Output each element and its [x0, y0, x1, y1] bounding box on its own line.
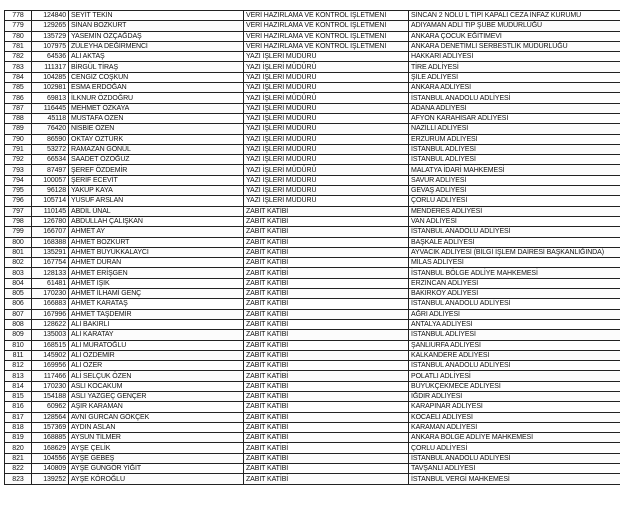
registry-number: 154188: [32, 391, 69, 401]
person-name: AHMET IŞIK: [69, 278, 244, 288]
person-name: YAKUP KAYA: [69, 186, 244, 196]
person-name: SAADET ÖZOĞUZ: [69, 155, 244, 165]
registry-number: 87497: [32, 165, 69, 175]
registry-number: 167754: [32, 258, 69, 268]
row-number: 791: [5, 144, 32, 154]
registry-number: 168388: [32, 237, 69, 247]
person-name: BİRGÜL TİRAŞ: [69, 62, 244, 72]
person-name: SEYİT TEKİN: [69, 11, 244, 21]
assigned-unit: KALKANDERE ADLİYESİ: [409, 350, 620, 360]
table-row: [5, 247, 620, 257]
row-number: 801: [5, 247, 32, 257]
person-name: AHMET BOZKURT: [69, 237, 244, 247]
job-title: ZABIT KATİBİ: [244, 433, 409, 443]
table-row: [5, 309, 620, 319]
row-number: 794: [5, 175, 32, 185]
person-name: AHMET TAŞDEMİR: [69, 309, 244, 319]
job-title: VERİ HAZIRLAMA VE KONTROL İŞLETMENİ: [244, 21, 409, 31]
job-title: ZABIT KATİBİ: [244, 309, 409, 319]
job-title: YAZI İŞLERİ MÜDÜRÜ: [244, 103, 409, 113]
assigned-unit: İSTANBUL ANADOLU ADLİYESİ: [409, 361, 620, 371]
row-number: 793: [5, 165, 32, 175]
table-row: [5, 196, 620, 206]
assigned-unit: AFYON KARAHİSAR ADLİYESİ: [409, 113, 620, 123]
table-row: [5, 350, 620, 360]
job-title: ZABIT KATİBİ: [244, 361, 409, 371]
assigned-unit: HAKKARİ ADLİYESİ: [409, 52, 620, 62]
assigned-unit: ADANA ADLİYESİ: [409, 103, 620, 113]
table-row: [5, 464, 620, 474]
row-number: 779: [5, 21, 32, 31]
person-name: ALİ MURATOĞLU: [69, 340, 244, 350]
table-row: [5, 206, 620, 216]
job-title: YAZI İŞLERİ MÜDÜRÜ: [244, 113, 409, 123]
table-row: [5, 340, 620, 350]
assigned-unit: BAŞKALE ADLİYESİ: [409, 237, 620, 247]
row-number: 807: [5, 309, 32, 319]
job-title: ZABIT KATİBİ: [244, 289, 409, 299]
row-number: 790: [5, 134, 32, 144]
assigned-unit: İSTANBUL ADLİYESİ: [409, 330, 620, 340]
job-title: YAZI İŞLERİ MÜDÜRÜ: [244, 134, 409, 144]
registry-number: 166883: [32, 299, 69, 309]
row-number: 787: [5, 103, 32, 113]
registry-number: 105714: [32, 196, 69, 206]
table-row: [5, 93, 620, 103]
assigned-unit: BAKIRKÖY ADLİYESİ: [409, 289, 620, 299]
registry-number: 170230: [32, 289, 69, 299]
table-row: [5, 299, 620, 309]
row-number: 812: [5, 361, 32, 371]
row-number: 813: [5, 371, 32, 381]
person-name: ALİ SELÇUK ÖZEN: [69, 371, 244, 381]
person-name: ALİ ÖZDEMİR: [69, 350, 244, 360]
job-title: VERİ HAZIRLAMA VE KONTROL İŞLETMENİ: [244, 11, 409, 21]
registry-number: 145902: [32, 350, 69, 360]
assigned-unit: KARAPINAR ADLİYESİ: [409, 402, 620, 412]
job-title: ZABIT KATİBİ: [244, 247, 409, 257]
row-number: 823: [5, 474, 32, 484]
registry-number: 69813: [32, 93, 69, 103]
registry-number: 169956: [32, 361, 69, 371]
row-number: 808: [5, 319, 32, 329]
row-number: 802: [5, 258, 32, 268]
assigned-unit: MALATYA İDARİ MAHKEMESİ: [409, 165, 620, 175]
person-name: AHMET AY: [69, 227, 244, 237]
person-name: AYŞE KÖROĞLU: [69, 474, 244, 484]
table-row: [5, 31, 620, 41]
assigned-unit: KOCAELİ ADLİYESİ: [409, 412, 620, 422]
table-row: [5, 124, 620, 134]
person-name: RAMAZAN GÖNÜL: [69, 144, 244, 154]
row-number: 819: [5, 433, 32, 443]
table-row: [5, 381, 620, 391]
registry-number: 110145: [32, 206, 69, 216]
table-row: [5, 258, 620, 268]
assigned-unit: VAN ADLİYESİ: [409, 216, 620, 226]
assigned-unit: İSTANBUL VERGİ MAHKEMESİ: [409, 474, 620, 484]
registry-number: 53272: [32, 144, 69, 154]
registry-number: 128564: [32, 412, 69, 422]
row-number: 806: [5, 299, 32, 309]
table-row: [5, 21, 620, 31]
job-title: ZABIT KATİBİ: [244, 319, 409, 329]
assigned-unit: ANKARA ADLİYESİ: [409, 83, 620, 93]
person-name: ALİ AKTAŞ: [69, 52, 244, 62]
assigned-unit: ŞANLIURFA ADLİYESİ: [409, 340, 620, 350]
person-name: ESMA ERDOĞAN: [69, 83, 244, 93]
row-number: 792: [5, 155, 32, 165]
row-number: 786: [5, 93, 32, 103]
assigned-unit: TAVŞANLI ADLİYESİ: [409, 464, 620, 474]
assigned-unit: MENDERES ADLİYESİ: [409, 206, 620, 216]
table-row: [5, 83, 620, 93]
registry-number: 157369: [32, 422, 69, 432]
assigned-unit: ÇORLU ADLİYESİ: [409, 196, 620, 206]
registry-number: 135003: [32, 330, 69, 340]
registry-number: 139252: [32, 474, 69, 484]
person-name: AYŞE GEBEŞ: [69, 453, 244, 463]
job-title: ZABIT KATİBİ: [244, 371, 409, 381]
table-row: [5, 330, 620, 340]
row-number: 816: [5, 402, 32, 412]
table-row: [5, 319, 620, 329]
row-number: 804: [5, 278, 32, 288]
registry-number: 104556: [32, 453, 69, 463]
row-number: 818: [5, 422, 32, 432]
person-name: YASEMİN ÖZÇAĞDAŞ: [69, 31, 244, 41]
job-title: VERİ HAZIRLAMA VE KONTROL İŞLETMENİ: [244, 41, 409, 51]
registry-number: 117466: [32, 371, 69, 381]
job-title: ZABIT KATİBİ: [244, 258, 409, 268]
registry-number: 107975: [32, 41, 69, 51]
row-number: 780: [5, 31, 32, 41]
job-title: ZABIT KATİBİ: [244, 402, 409, 412]
row-number: 799: [5, 227, 32, 237]
job-title: YAZI İŞLERİ MÜDÜRÜ: [244, 93, 409, 103]
person-name: AŞIR KARAMAN: [69, 402, 244, 412]
table-row: [5, 289, 620, 299]
assigned-unit: BÜYÜKÇEKMECE ADLİYESİ: [409, 381, 620, 391]
person-name: AHMET DURAN: [69, 258, 244, 268]
assigned-unit: İSTANBUL ADLİYESİ: [409, 144, 620, 154]
assigned-unit: ÇORLU ADLİYESİ: [409, 443, 620, 453]
job-title: ZABIT KATİBİ: [244, 227, 409, 237]
assigned-unit: ADIYAMAN ADLİ TIP ŞUBE MÜDÜRLÜĞÜ: [409, 21, 620, 31]
job-title: ZABIT KATİBİ: [244, 268, 409, 278]
registry-number: 167996: [32, 309, 69, 319]
person-name: ALİ KARATAY: [69, 330, 244, 340]
person-name: ŞERİF ECEVİT: [69, 175, 244, 185]
assigned-unit: KARAMAN ADLİYESİ: [409, 422, 620, 432]
person-name: MUSTAFA ÖZEN: [69, 113, 244, 123]
table-row: [5, 227, 620, 237]
job-title: ZABIT KATİBİ: [244, 422, 409, 432]
row-number: 795: [5, 186, 32, 196]
table-row: [5, 165, 620, 175]
registry-number: 168629: [32, 443, 69, 453]
row-number: 789: [5, 124, 32, 134]
person-name: ABDİL ÜNAL: [69, 206, 244, 216]
row-number: 817: [5, 412, 32, 422]
assigned-unit: AYVACIK ADLİYESİ (BİLGİ İŞLEM DAİRESİ BAŞKANLIĞINDA): [409, 247, 620, 257]
job-title: YAZI İŞLERİ MÜDÜRÜ: [244, 165, 409, 175]
registry-number: 111317: [32, 62, 69, 72]
job-title: ZABIT KATİBİ: [244, 216, 409, 226]
row-number: 783: [5, 62, 32, 72]
assigned-unit: İSTANBUL ANADOLU ADLİYESİ: [409, 93, 620, 103]
person-name: NİSBİE ÖZEN: [69, 124, 244, 134]
table-row: [5, 443, 620, 453]
person-name: AYŞE ÇELİK: [69, 443, 244, 453]
table-body: [5, 11, 620, 485]
registry-number: 124840: [32, 11, 69, 21]
registry-number: 102981: [32, 83, 69, 93]
table-row: [5, 474, 620, 484]
registry-number: 45118: [32, 113, 69, 123]
person-name: ASLI YAZGEÇ GENÇER: [69, 391, 244, 401]
registry-number: 128622: [32, 319, 69, 329]
assigned-unit: ANKARA ÇOCUK EĞİTİMEVİ: [409, 31, 620, 41]
table-row: [5, 237, 620, 247]
job-title: ZABIT KATİBİ: [244, 299, 409, 309]
registry-number: 135729: [32, 31, 69, 41]
row-number: 822: [5, 464, 32, 474]
row-number: 784: [5, 72, 32, 82]
job-title: ZABIT KATİBİ: [244, 340, 409, 350]
person-name: ASLI KOCAKUM: [69, 381, 244, 391]
job-title: VERİ HAZIRLAMA VE KONTROL İŞLETMENİ: [244, 31, 409, 41]
person-name: AHMET İLHAMİ GENÇ: [69, 289, 244, 299]
registry-number: 129265: [32, 21, 69, 31]
job-title: YAZI İŞLERİ MÜDÜRÜ: [244, 83, 409, 93]
assigned-unit: MİLAS ADLİYESİ: [409, 258, 620, 268]
job-title: ZABIT KATİBİ: [244, 206, 409, 216]
personnel-table: [4, 10, 620, 485]
assigned-unit: ANKARA DENETİMLİ SERBESTLİK MÜDÜRLÜĞÜ: [409, 41, 620, 51]
table-row: [5, 113, 620, 123]
job-title: YAZI İŞLERİ MÜDÜRÜ: [244, 186, 409, 196]
job-title: ZABIT KATİBİ: [244, 464, 409, 474]
person-name: ZÜLEYHA DEĞİRMENCİ: [69, 41, 244, 51]
person-name: AHMET ERİŞGEN: [69, 268, 244, 278]
job-title: ZABIT KATİBİ: [244, 453, 409, 463]
job-title: YAZI İŞLERİ MÜDÜRÜ: [244, 124, 409, 134]
registry-number: 166707: [32, 227, 69, 237]
assigned-unit: İSTANBUL ANADOLU ADLİYESİ: [409, 299, 620, 309]
job-title: ZABIT KATİBİ: [244, 278, 409, 288]
registry-number: 126780: [32, 216, 69, 226]
person-name: AYŞE GÜNGÖR YİĞİT: [69, 464, 244, 474]
person-name: AHMET KARATAŞ: [69, 299, 244, 309]
row-number: 803: [5, 268, 32, 278]
table-row: [5, 11, 620, 21]
row-number: 796: [5, 196, 32, 206]
registry-number: 168515: [32, 340, 69, 350]
assigned-unit: NAZİLLİ ADLİYESİ: [409, 124, 620, 134]
job-title: YAZI İŞLERİ MÜDÜRÜ: [244, 155, 409, 165]
table-row: [5, 155, 620, 165]
assigned-unit: ERZİNCAN ADLİYESİ: [409, 278, 620, 288]
assigned-unit: IĞDIR ADLİYESİ: [409, 391, 620, 401]
assigned-unit: GEVAŞ ADLİYESİ: [409, 186, 620, 196]
row-number: 815: [5, 391, 32, 401]
table-row: [5, 453, 620, 463]
person-name: AYDIN ASLAN: [69, 422, 244, 432]
assigned-unit: İSTANBUL ANADOLU ADLİYESİ: [409, 227, 620, 237]
person-name: MEHMET ÖZKAYA: [69, 103, 244, 113]
row-number: 811: [5, 350, 32, 360]
row-number: 798: [5, 216, 32, 226]
assigned-unit: ERZURUM ADLİYESİ: [409, 134, 620, 144]
assigned-unit: TİRE ADLİYESİ: [409, 62, 620, 72]
person-name: ALİ BAKIRLI: [69, 319, 244, 329]
table-row: [5, 278, 620, 288]
assigned-unit: AĞRI ADLİYESİ: [409, 309, 620, 319]
person-name: AYSUN TİLMER: [69, 433, 244, 443]
person-name: İLKNUR ÖZDOĞRU: [69, 93, 244, 103]
row-number: 778: [5, 11, 32, 21]
row-number: 797: [5, 206, 32, 216]
registry-number: 168885: [32, 433, 69, 443]
registry-number: 135291: [32, 247, 69, 257]
table-row: [5, 175, 620, 185]
registry-number: 96128: [32, 186, 69, 196]
job-title: YAZI İŞLERİ MÜDÜRÜ: [244, 144, 409, 154]
row-number: 782: [5, 52, 32, 62]
job-title: ZABIT KATİBİ: [244, 443, 409, 453]
registry-number: 76420: [32, 124, 69, 134]
row-number: 820: [5, 443, 32, 453]
job-title: ZABIT KATİBİ: [244, 474, 409, 484]
row-number: 781: [5, 41, 32, 51]
job-title: ZABIT KATİBİ: [244, 412, 409, 422]
person-name: YUSUF ARSLAN: [69, 196, 244, 206]
table-row: [5, 412, 620, 422]
table-row: [5, 72, 620, 82]
table-row: [5, 62, 620, 72]
row-number: 805: [5, 289, 32, 299]
table-row: [5, 268, 620, 278]
row-number: 785: [5, 83, 32, 93]
table-row: [5, 361, 620, 371]
row-number: 800: [5, 237, 32, 247]
registry-number: 128133: [32, 268, 69, 278]
registry-number: 116445: [32, 103, 69, 113]
table-row: [5, 134, 620, 144]
job-title: ZABIT KATİBİ: [244, 330, 409, 340]
assigned-unit: İSTANBUL ANADOLU ADLİYESİ: [409, 453, 620, 463]
person-name: CENGİZ COŞKUN: [69, 72, 244, 82]
row-number: 809: [5, 330, 32, 340]
registry-number: 140809: [32, 464, 69, 474]
registry-number: 104285: [32, 72, 69, 82]
row-number: 788: [5, 113, 32, 123]
job-title: YAZI İŞLERİ MÜDÜRÜ: [244, 52, 409, 62]
job-title: YAZI İŞLERİ MÜDÜRÜ: [244, 196, 409, 206]
registry-number: 60962: [32, 402, 69, 412]
table-row: [5, 216, 620, 226]
job-title: ZABIT KATİBİ: [244, 391, 409, 401]
person-name: OKTAY ÖZTÜRK: [69, 134, 244, 144]
person-name: AHMET BÜYÜKKALAYCI: [69, 247, 244, 257]
job-title: ZABIT KATİBİ: [244, 381, 409, 391]
table-row: [5, 186, 620, 196]
assigned-unit: ANKARA BÖLGE ADLİYE MAHKEMESİ: [409, 433, 620, 443]
person-name: ŞEREF ÖZDEMİR: [69, 165, 244, 175]
table-row: [5, 103, 620, 113]
assigned-unit: ŞİLE ADLİYESİ: [409, 72, 620, 82]
document-sheet: [4, 10, 616, 485]
assigned-unit: SİNCAN 2 NOLU L TİPİ KAPALI CEZA İNFAZ KURUMU: [409, 11, 620, 21]
person-name: ALİ ÖZER: [69, 361, 244, 371]
person-name: ABDULLAH ÇALIŞKAN: [69, 216, 244, 226]
assigned-unit: SAVUR ADLİYESİ: [409, 175, 620, 185]
table-row: [5, 371, 620, 381]
table-row: [5, 391, 620, 401]
registry-number: 61481: [32, 278, 69, 288]
assigned-unit: ANTALYA ADLİYESİ: [409, 319, 620, 329]
row-number: 810: [5, 340, 32, 350]
table-row: [5, 144, 620, 154]
registry-number: 86590: [32, 134, 69, 144]
row-number: 814: [5, 381, 32, 391]
table-row: [5, 41, 620, 51]
table-row: [5, 52, 620, 62]
assigned-unit: İSTANBUL BÖLGE ADLİYE MAHKEMESİ: [409, 268, 620, 278]
registry-number: 100057: [32, 175, 69, 185]
table-row: [5, 422, 620, 432]
job-title: YAZI İŞLERİ MÜDÜRÜ: [244, 62, 409, 72]
registry-number: 66534: [32, 155, 69, 165]
table-row: [5, 402, 620, 412]
registry-number: 64536: [32, 52, 69, 62]
assigned-unit: POLATLI ADLİYESİ: [409, 371, 620, 381]
person-name: AVNİ GÜRCAN GÖKÇEK: [69, 412, 244, 422]
job-title: ZABIT KATİBİ: [244, 237, 409, 247]
registry-number: 170230: [32, 381, 69, 391]
job-title: YAZI İŞLERİ MÜDÜRÜ: [244, 72, 409, 82]
job-title: ZABIT KATİBİ: [244, 350, 409, 360]
job-title: YAZI İŞLERİ MÜDÜRÜ: [244, 175, 409, 185]
assigned-unit: İSTANBUL ADLİYESİ: [409, 155, 620, 165]
person-name: SİNAN BOZKURT: [69, 21, 244, 31]
table-row: [5, 433, 620, 443]
row-number: 821: [5, 453, 32, 463]
